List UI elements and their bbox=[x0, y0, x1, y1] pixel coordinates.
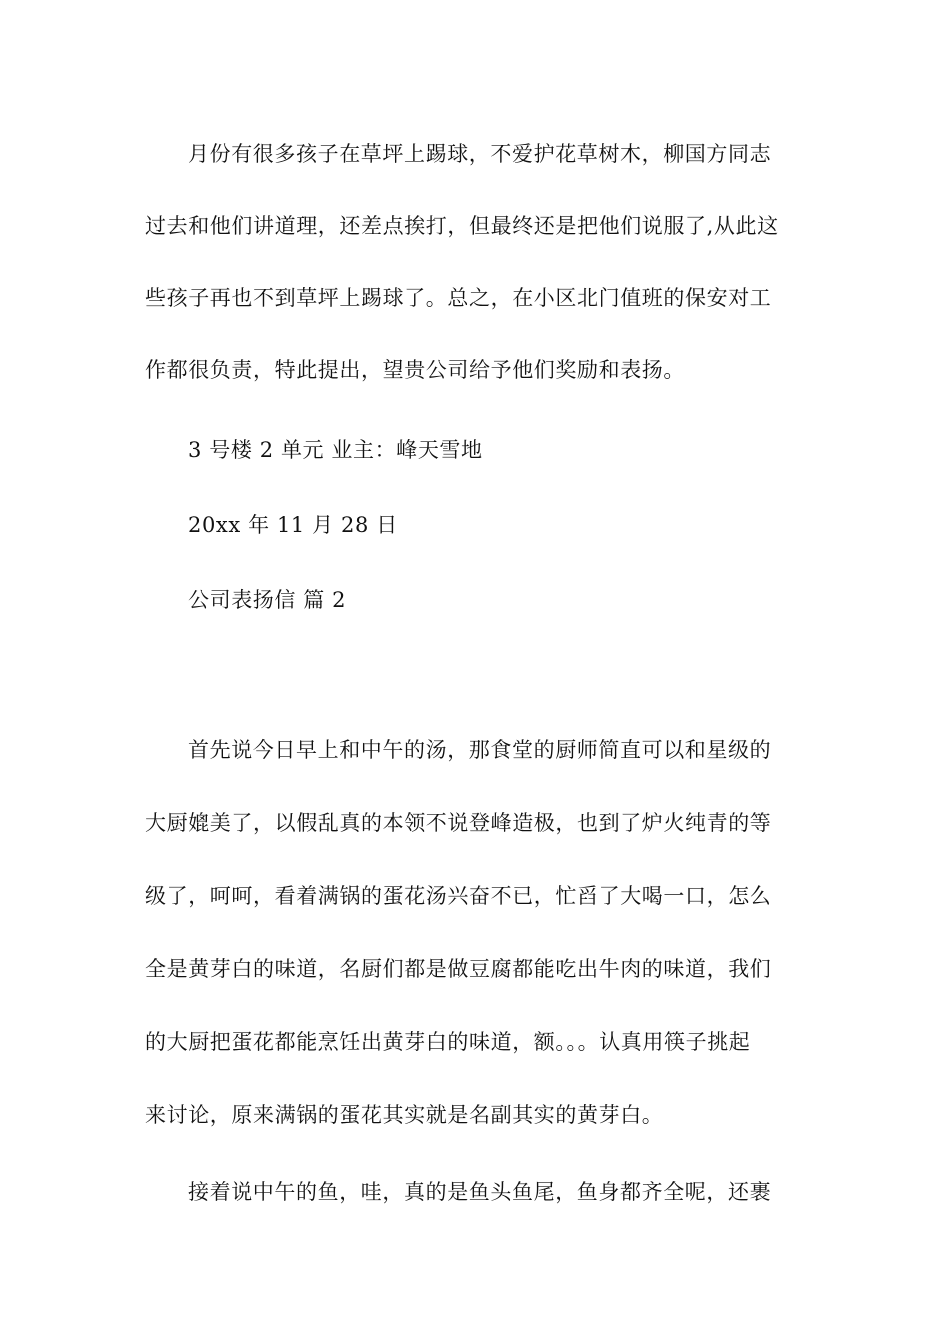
paragraph-2-line-4: 全是黄芽白的味道，名厨们都是做豆腐都能吃出牛肉的味道，我们 bbox=[145, 957, 772, 981]
paragraph-2-line-5: 的大厨把蛋花都能烹饪出黄芽白的味道，额。。。认真用筷子挑起 bbox=[145, 1030, 751, 1054]
section-heading: 公司表扬信 篇 2 bbox=[188, 588, 347, 612]
paragraph-2-line-1: 首先说今日早上和中午的汤，那食堂的厨师简直可以和星级的 bbox=[188, 738, 772, 762]
signature-line: 3 号楼 2 单元 业主：峰天雪地 bbox=[188, 438, 483, 462]
paragraph-2-line-3: 级了，呵呵，看着满锅的蛋花汤兴奋不已，忙舀了大喝一口，怎么 bbox=[145, 884, 772, 908]
paragraph-1-line-1: 月份有很多孩子在草坪上踢球，不爱护花草树木，柳国方同志 bbox=[188, 142, 772, 166]
paragraph-1-line-4: 作都很负责，特此提出，望贵公司给予他们奖励和表扬。 bbox=[145, 358, 685, 382]
paragraph-1-line-2: 过去和他们讲道理，还差点挨打，但最终还是把他们说服了,从此这 bbox=[145, 214, 779, 238]
paragraph-3-line-1: 接着说中午的鱼，哇，真的是鱼头鱼尾，鱼身都齐全呢，还裹 bbox=[188, 1180, 772, 1204]
date-line: 20xx 年 11 月 28 日 bbox=[188, 513, 398, 537]
paragraph-2-line-6: 来讨论，原来满锅的蛋花其实就是名副其实的黄芽白。 bbox=[145, 1103, 664, 1127]
paragraph-2-line-2: 大厨媲美了，以假乱真的本领不说登峰造极，也到了炉火纯青的等 bbox=[145, 811, 772, 835]
paragraph-1-line-3: 些孩子再也不到草坪上踢球了。总之，在小区北门值班的保安对工 bbox=[145, 286, 772, 310]
